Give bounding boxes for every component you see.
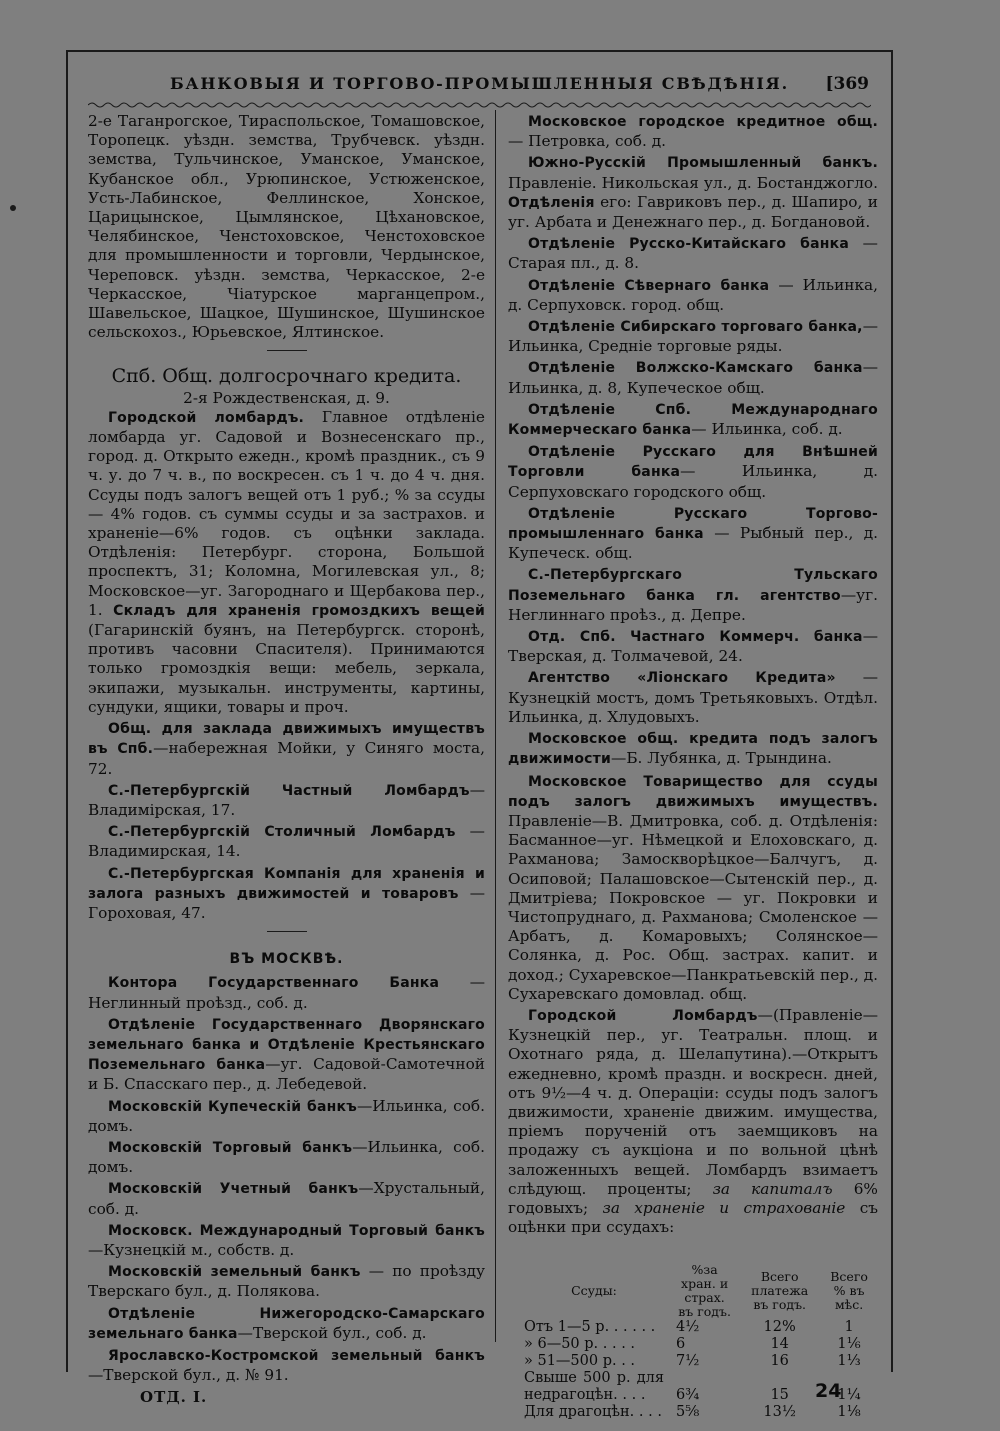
entry-name: Городской Ломбардъ xyxy=(528,1007,758,1024)
entry xyxy=(88,1221,485,1260)
table-cell: 13½ xyxy=(763,1404,796,1421)
entry-text: —набережная Мойки, у Синяго моста, 72. xyxy=(88,739,486,778)
table-cell: 14 xyxy=(770,1336,789,1353)
entry-name: Отдѣленіе Сибирскаго торговаго банка, xyxy=(528,319,863,336)
entry-italic: за капиталъ xyxy=(712,1179,833,1198)
table-cell: 12% xyxy=(763,1319,796,1336)
entry xyxy=(508,442,878,502)
entry-name: Отдѣленіе Русско-Китайскаго банка xyxy=(528,236,849,253)
header-page-number: [369 xyxy=(825,74,869,94)
table-header-cell: Ссуды: xyxy=(571,1283,617,1299)
entry xyxy=(508,317,878,356)
entry-name: Отдѣленіе Государственнаго Дворянскаго земельнаго банка и Отдѣленіе Крестьянскаго Поземельнаго банка xyxy=(88,1016,485,1074)
table-cell: 1⅛ xyxy=(837,1404,861,1421)
entry-name: Ярославско-Костромской земельный банкъ xyxy=(108,1347,485,1364)
table-cell: Свыше 500 р. для недрагоцѣн. . . . xyxy=(524,1370,664,1404)
entry-text: —Тверской бул., соб. д. xyxy=(237,1323,427,1342)
footer-page-number: 24 xyxy=(815,1380,842,1402)
entry-text: —Владимірская, 17. xyxy=(88,780,485,819)
entry-text: —Кузнецкій м., собств. д. xyxy=(88,1240,295,1259)
entry xyxy=(88,1097,485,1136)
table-cell: 1¼ xyxy=(837,1387,861,1404)
column-divider xyxy=(495,110,496,1342)
entry-name: Московск. Международный Торговый банкъ xyxy=(108,1222,485,1239)
entry-name: Городской ломбардъ. xyxy=(108,409,305,426)
entry-text: —(Правленіе—Кузнецкій пер., уг. Театральн. площ. и Охотнаго ряда, д. Шелапутина).—Открытъ ежедневно, кромѣ праздн. и воскресн. дней, отъ 9½—4 ч. д. Операціи: ссуды подъ залогъ движимости, храненіе движим. имущества, пріемъ порученій отъ заемщиковъ на продажу съ аукціона и по вольной цѣнѣ заложенныхъ вещей. Ломбардъ взимаетъ слѣдующ. проценты; xyxy=(508,1005,878,1198)
table-header-row xyxy=(518,1263,878,1319)
entry-text: — Неглинный проѣзд., соб. д. xyxy=(88,973,485,1012)
table-header-cell: Всего % въ мѣс. xyxy=(830,1269,868,1313)
entry xyxy=(508,668,878,727)
intro-paragraph: 2-е Таганрогское, Тираспольское, Томашовское, Торопецк. уѣздн. земства, Трубчевск. уѣздн. земства, Тульчинское, Уманское, Уманское, Кубанское обл., Урюпинское, Устюженское, Усть-Лабинское, Феллинское, Хонское, Царицынское, Цымлянское, Цѣхановское, Челябинское, Ченстоховское, Ченстоховское для промышленности и торговли, Чердынское, Череповск. уѣздн. земства, Черкасское, 2-е Черкасское, Чiатурское марганцепром., Шавельское, Шацкое, Шушинское, Шушинское сельскохоз., Юрьевское, Ялтинское. xyxy=(88,112,485,342)
entry-name: Отдѣленіе Русскаго Торгово-промышленнаго банка xyxy=(508,505,878,543)
entry-name: Московское Товарищество для ссуды подъ залогъ движимыхъ имуществъ. xyxy=(508,773,878,810)
entry-name: Отдѣленіе Волжско-Камскаго банка xyxy=(528,360,863,377)
entry-name: Московскій земельный банкъ xyxy=(108,1264,361,1281)
entry-text: — Петровка, соб. д. xyxy=(508,132,667,151)
entry xyxy=(88,1015,485,1095)
entry xyxy=(88,1346,485,1385)
entry-name: С.-Петербургскій Столичный Ломбардъ xyxy=(108,824,456,841)
entry xyxy=(88,822,485,861)
table-cell: 7½ xyxy=(676,1353,700,1370)
entry-text: съ оцѣнки при ссудахъ: xyxy=(508,1198,878,1237)
table-cell: 6 xyxy=(676,1336,686,1353)
section-address: 2-я Рождественская, д. 9. xyxy=(183,388,390,407)
entry-name: Отдѣленіе Нижегородско-Самарскаго земельнаго банка xyxy=(88,1305,485,1342)
table-cell: 4½ xyxy=(676,1319,700,1336)
entry xyxy=(88,1138,485,1177)
entry-text: — Кузнецкій мостъ, домъ Третьяковыхъ. Отдѣл. Ильинка, д. Хлудовыхъ. xyxy=(508,668,878,726)
entry-text: — Рыбный пер., д. Купеческ. общ. xyxy=(508,524,878,563)
entry-text: его: Гавриковъ пер., д. Шапиро, и уг. Арбата и Денежнаго пер., д. Богдановой. xyxy=(508,192,878,232)
entry-name: Складъ для храненія громоздкихъ вещей xyxy=(113,602,485,619)
entry-text: (Гагаринскій буянъ, на Петербургск. сторонѣ, противъ часовни Спасителя). Принимаются только громоздкія вещи: мебель, зеркала, экипажи, музыкальн. инструменты, картины, сундуки, ящики, товары и проч. xyxy=(88,621,485,716)
entry-text: — Старая пл., д. 8. xyxy=(508,234,878,273)
table-cell: » 6—50 р. . . . . xyxy=(524,1336,636,1353)
entry-name: Отдѣленіе Сѣвернаго банка xyxy=(528,277,770,294)
entry-name: Отд. Спб. Частнаго Коммерч. банка xyxy=(528,629,863,646)
entry-text: —Хрустальный, соб. д. xyxy=(88,1179,485,1218)
entry xyxy=(88,781,485,820)
stray-dot xyxy=(10,205,16,211)
entry xyxy=(508,276,878,315)
entry-text: — по проѣзду Тверскаго бул., д. Полякова. xyxy=(88,1262,485,1301)
table-row xyxy=(518,1353,878,1370)
entry-name: С.-Петербургская Компанія для храненія и залога разныхъ движимостей и товаровъ xyxy=(88,865,485,902)
table-cell: 1⅙ xyxy=(837,1336,861,1353)
entry-text: —уг. Садовой-Самотечной и Б. Спасскаго пер., д. Лебедевой. xyxy=(88,1055,485,1094)
header-title: БАНКОВЫЯ И ТОРГОВО-ПРОМЫШЛЕННЫЯ СВѢДѢНІЯ. xyxy=(170,74,789,93)
entry-text: Правленіе. Никольская ул., д. Бостанджогло. xyxy=(508,173,878,192)
entry-name: Московскій Торговый банкъ xyxy=(108,1139,353,1156)
wavy-rule xyxy=(88,101,871,109)
section-title: Спб. Общ. долгосрочнаго кредита. xyxy=(111,365,462,388)
entry-name: С.-Петербургскій Частный Ломбардъ xyxy=(108,782,470,799)
entry-text: — Ильинка, д. Серпуховск. город. общ. xyxy=(508,275,878,314)
entry-name: Южно-Русскій Промышленный банкъ. xyxy=(528,155,878,172)
entry xyxy=(508,234,878,273)
entry-name: Контора Государственнаго Банка xyxy=(108,975,440,992)
entry xyxy=(508,627,878,666)
entry-name: Отдѣленіе Спб. Международнаго Коммерческаго банка xyxy=(508,401,878,439)
entry-text: —Тверская, д. Толмачевой, 24. xyxy=(508,627,878,666)
entry-city-lombard xyxy=(88,408,485,717)
entry-text: Главное отдѣленіе ломбарда уг. Садовой и Вознесенскаго пр., город. д. Открыто ежедн., кромѣ праздник., съ 9 ч. у. до 7 ч. в., по воскресен. съ 1 ч. до 4 ч. дня. Ссуды подъ залогъ вещей отъ 1 руб.; % за ссуды — 4% годов. съ суммы ссуды и за застрахов. и храненіе—6% годов. съ оцѣнки заклада. Отдѣленія: Петербург. сторона, Большой проспектъ, 31; Коломна, Могилевская ул., 8; Московское—уг. Загороднаго и Щербакова пер., 1. xyxy=(88,407,485,619)
entry xyxy=(88,719,485,779)
entry-text: —уг. Неглиннаго проѣз., д. Депре. xyxy=(508,585,878,624)
table-header-cell: Всего платежа въ годъ. xyxy=(751,1269,809,1313)
entry-italic: за храненіе и страхованіе xyxy=(602,1198,846,1217)
table-row xyxy=(518,1404,878,1421)
entry xyxy=(508,112,878,151)
entry-name: Отдѣленіе Русскаго для Внѣшней Торговли банка xyxy=(508,444,878,481)
table-header-cell: %за хран. и страх. въ годъ. xyxy=(678,1262,731,1320)
entry xyxy=(508,358,878,397)
entry-text: — Ильинка, соб. д. xyxy=(691,420,843,439)
entry xyxy=(88,864,485,924)
entry-name: Агентство «Ліонскаго Кредита» xyxy=(528,670,836,687)
entry xyxy=(508,400,878,440)
entry-name: Московское общ. кредита подъ залогъ движимости xyxy=(508,731,878,768)
entry xyxy=(508,729,878,769)
entry xyxy=(88,1304,485,1344)
table-cell: 6¾ xyxy=(676,1387,700,1404)
entry xyxy=(508,565,878,625)
entry-text: — Ильинка, д. Серпуховскаго городского общ. xyxy=(508,462,878,501)
entry xyxy=(508,772,878,1004)
entry xyxy=(508,504,878,564)
table-cell: 16 xyxy=(770,1353,789,1370)
entry-moscow-lombard xyxy=(508,1006,878,1237)
running-header xyxy=(68,74,891,104)
left-column xyxy=(88,112,485,1387)
moscow-heading: ВЪ МОСКВѢ. xyxy=(229,951,344,968)
entry-text: — Гороховая, 47. xyxy=(88,883,485,922)
entry-text: —Ильинка, соб. домъ. xyxy=(88,1137,485,1177)
entry-text: —Б. Лубянка, д. Трындина. xyxy=(611,749,832,768)
table-cell: 1⅓ xyxy=(837,1353,861,1370)
section-rule xyxy=(267,931,307,932)
table-cell: » 51—500 р. . . xyxy=(524,1353,636,1370)
right-column xyxy=(508,112,878,1421)
entry-text: 6% годовыхъ; xyxy=(508,1179,878,1217)
table-cell: 15 xyxy=(770,1387,789,1404)
entry-name: С.-Петербургскаго Тульскаго Поземельнаго банка гл. агентство xyxy=(508,567,878,604)
entry-name: Отдѣленія xyxy=(508,194,595,211)
entry-text: — Владимирская, 14. xyxy=(88,822,485,861)
table-cell: 1 xyxy=(844,1319,854,1336)
entry-name: Общ. для заклада движимыхъ имуществъ въ Спб. xyxy=(88,721,485,758)
entry-text: — Ильинка, Средніе торговые ряды. xyxy=(508,317,878,356)
entry-name: Московское городское кредитное общ. xyxy=(528,114,878,130)
table-cell: Отъ 1—5 р. . . . . . xyxy=(524,1319,656,1336)
entry xyxy=(88,1262,485,1301)
section-rule xyxy=(267,350,307,351)
entry xyxy=(88,1179,485,1218)
entry xyxy=(88,973,485,1012)
footer-section-label: ОТД. I. xyxy=(140,1388,208,1406)
entry xyxy=(508,153,878,232)
table-row xyxy=(518,1336,878,1353)
table-row xyxy=(518,1319,878,1336)
entry-text: —Ильинка, соб. домъ. xyxy=(88,1096,485,1135)
entry-text: Правленіе—В. Дмитровка, соб. д. Отдѣленія: Басманное—уг. Нѣмецкой и Елоховскаго, д. Рахманова; Замоскворѣцкое—Балчугъ, д. Осиповой; Палашовское—Сытенскій пер., д. Дмитріева; Покровское — уг. Покровки и Чистопруднаго, д. Рахманова; Смоленское — Арбатъ, д. Комаровыхъ; Солянское—Солянка, д. Рос. Общ. застрах. капит. и доход.; Сухаревское—Панкратьевскій пер., д. Сухаревскаго домовлад. общ. xyxy=(508,811,878,1003)
entry-text: —Тверской бул., д. № 91. xyxy=(88,1366,289,1385)
table-cell: 5⅝ xyxy=(676,1404,700,1421)
entry-name: Московскій Купеческій банкъ xyxy=(108,1098,357,1115)
entry-name: Московскій Учетный банкъ xyxy=(108,1181,359,1198)
entry-text: —Ильинка, д. 8, Купеческое общ. xyxy=(508,358,878,397)
table-cell: Для драгоцѣн. . . . xyxy=(524,1404,662,1421)
